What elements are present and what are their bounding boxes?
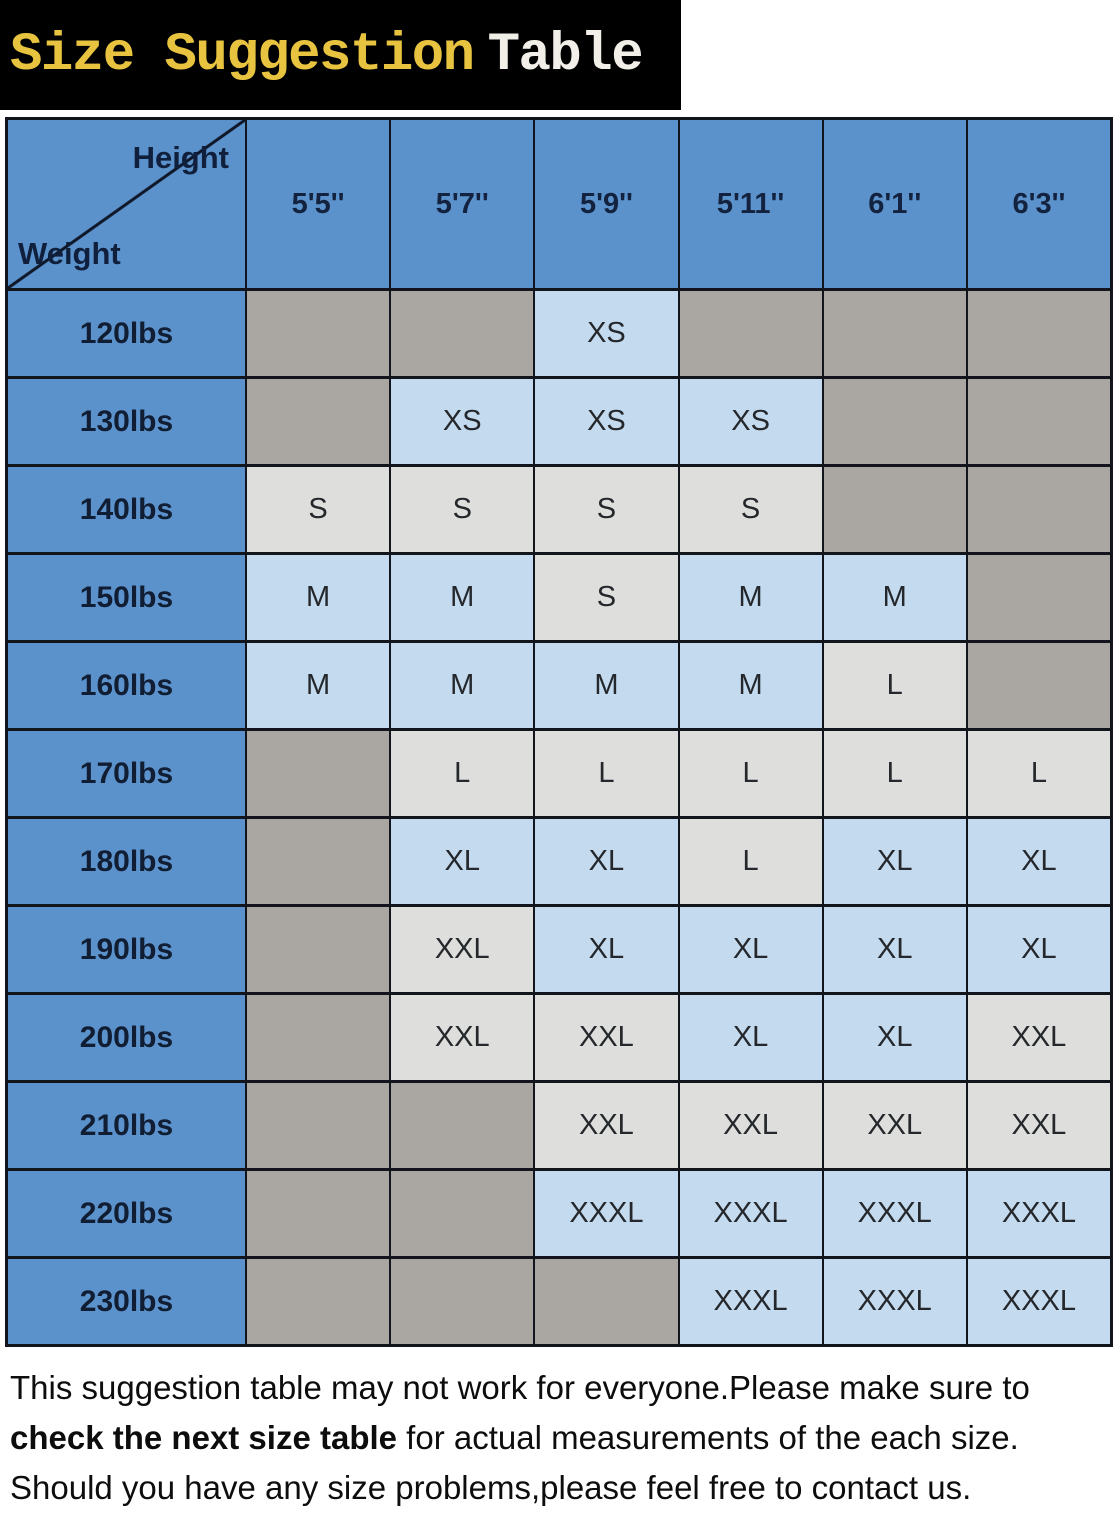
empty-cell bbox=[535, 1259, 677, 1344]
size-cell: L bbox=[391, 731, 533, 816]
size-cell: M bbox=[535, 643, 677, 728]
size-cell: XXL bbox=[968, 1083, 1110, 1168]
size-cell: XL bbox=[680, 907, 822, 992]
empty-cell bbox=[247, 819, 389, 904]
empty-cell bbox=[391, 1259, 533, 1344]
footer-note bbox=[10, 1363, 1111, 1513]
empty-cell bbox=[968, 379, 1110, 464]
size-cell: XS bbox=[535, 291, 677, 376]
size-cell: S bbox=[535, 467, 677, 552]
size-cell: XXL bbox=[535, 995, 677, 1080]
size-cell: M bbox=[391, 555, 533, 640]
size-cell: XL bbox=[824, 907, 966, 992]
size-cell: M bbox=[680, 555, 822, 640]
footer-bold-phrase: check the next size table bbox=[10, 1419, 397, 1457]
column-header-cell: 6'3'' bbox=[968, 120, 1110, 288]
empty-cell bbox=[824, 291, 966, 376]
size-cell: M bbox=[391, 643, 533, 728]
size-cell: XXXL bbox=[824, 1259, 966, 1344]
empty-cell bbox=[391, 1171, 533, 1256]
size-cell: XL bbox=[535, 907, 677, 992]
size-cell: XL bbox=[535, 819, 677, 904]
column-header-cell: 5'7'' bbox=[391, 120, 533, 288]
weight-label-cell: 210lbs bbox=[8, 1083, 245, 1168]
weight-label-cell: 130lbs bbox=[8, 379, 245, 464]
empty-cell bbox=[247, 731, 389, 816]
size-cell: XXXL bbox=[680, 1171, 822, 1256]
title-highlight: Size Suggestion bbox=[10, 24, 474, 86]
empty-cell bbox=[824, 379, 966, 464]
empty-cell bbox=[824, 467, 966, 552]
weight-label-cell: 170lbs bbox=[8, 731, 245, 816]
size-cell: XXXL bbox=[824, 1171, 966, 1256]
footer-line-2-rest: for actual measurements of the each size. bbox=[397, 1419, 1019, 1457]
weight-label-cell: 150lbs bbox=[8, 555, 245, 640]
size-cell: XL bbox=[968, 907, 1110, 992]
size-cell: XXXL bbox=[968, 1259, 1110, 1344]
empty-cell bbox=[247, 995, 389, 1080]
empty-cell bbox=[247, 907, 389, 992]
weight-label-cell: 230lbs bbox=[8, 1259, 245, 1344]
empty-cell bbox=[247, 379, 389, 464]
size-cell: XL bbox=[680, 995, 822, 1080]
empty-cell bbox=[391, 291, 533, 376]
size-cell: XXL bbox=[391, 907, 533, 992]
size-cell: L bbox=[824, 643, 966, 728]
size-cell: XXL bbox=[968, 995, 1110, 1080]
column-header-cell: 5'5'' bbox=[247, 120, 389, 288]
empty-cell bbox=[968, 467, 1110, 552]
weight-label-cell: 180lbs bbox=[8, 819, 245, 904]
empty-cell bbox=[247, 1083, 389, 1168]
size-cell: L bbox=[535, 731, 677, 816]
column-header-cell: 5'11'' bbox=[680, 120, 822, 288]
size-cell: XXL bbox=[391, 995, 533, 1080]
corner-height-label: Height bbox=[132, 140, 229, 175]
title-bar bbox=[0, 0, 681, 110]
size-cell: S bbox=[391, 467, 533, 552]
size-cell: XXL bbox=[824, 1083, 966, 1168]
size-cell: L bbox=[680, 731, 822, 816]
size-cell: M bbox=[824, 555, 966, 640]
size-cell: XXXL bbox=[535, 1171, 677, 1256]
weight-label-cell: 190lbs bbox=[8, 907, 245, 992]
weight-label-cell: 160lbs bbox=[8, 643, 245, 728]
size-cell: XXXL bbox=[680, 1259, 822, 1344]
size-cell: M bbox=[247, 555, 389, 640]
size-cell: S bbox=[247, 467, 389, 552]
empty-cell bbox=[247, 291, 389, 376]
empty-cell bbox=[968, 291, 1110, 376]
empty-cell bbox=[968, 555, 1110, 640]
size-cell: M bbox=[247, 643, 389, 728]
footer-line-1: This suggestion table may not work for everyone.Please make sure to bbox=[10, 1369, 1030, 1406]
corner-cell bbox=[8, 120, 245, 288]
weight-label-cell: 200lbs bbox=[8, 995, 245, 1080]
empty-cell bbox=[391, 1083, 533, 1168]
size-cell: XXL bbox=[680, 1083, 822, 1168]
size-cell: S bbox=[535, 555, 677, 640]
corner-weight-label: Weight bbox=[18, 236, 121, 271]
size-cell: L bbox=[968, 731, 1110, 816]
empty-cell bbox=[680, 291, 822, 376]
size-cell: XS bbox=[391, 379, 533, 464]
size-cell: XS bbox=[680, 379, 822, 464]
size-cell: XS bbox=[535, 379, 677, 464]
size-cell: XXXL bbox=[968, 1171, 1110, 1256]
weight-label-cell: 120lbs bbox=[8, 291, 245, 376]
column-header-cell: 5'9'' bbox=[535, 120, 677, 288]
size-cell: XL bbox=[824, 995, 966, 1080]
footer-line-3: Should you have any size problems,please feel free to contact us. bbox=[10, 1469, 972, 1507]
size-cell: M bbox=[680, 643, 822, 728]
weight-label-cell: 140lbs bbox=[8, 467, 245, 552]
size-cell: L bbox=[680, 819, 822, 904]
size-cell: L bbox=[824, 731, 966, 816]
title-rest: Table bbox=[487, 24, 643, 86]
size-table bbox=[5, 117, 1113, 1347]
empty-cell bbox=[968, 643, 1110, 728]
footer-line-2 bbox=[10, 1413, 1111, 1463]
size-cell: XL bbox=[391, 819, 533, 904]
empty-cell bbox=[247, 1171, 389, 1256]
empty-cell bbox=[247, 1259, 389, 1344]
size-cell: S bbox=[680, 467, 822, 552]
weight-label-cell: 220lbs bbox=[8, 1171, 245, 1256]
size-cell: XL bbox=[968, 819, 1110, 904]
column-header-cell: 6'1'' bbox=[824, 120, 966, 288]
size-cell: XL bbox=[824, 819, 966, 904]
size-cell: XXL bbox=[535, 1083, 677, 1168]
